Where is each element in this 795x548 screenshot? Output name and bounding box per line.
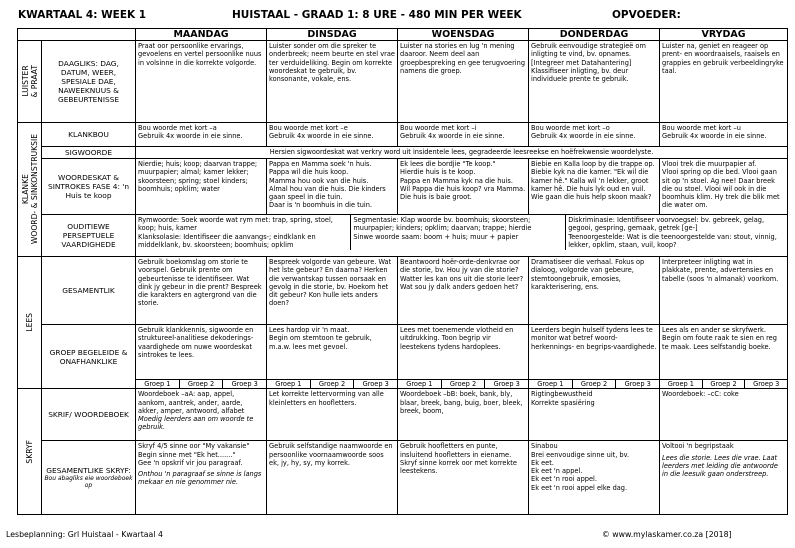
groep-fri-text: Lees als en ander se skryfwerk. Begin om foute raak te sien en reg te maak. Lees selfstandig boeke. <box>662 326 777 351</box>
group-1-label: Groep 1 <box>660 380 703 388</box>
skryf-fri-text: Voltooi 'n begripstaak <box>662 442 734 451</box>
groep-wed-groups <box>398 379 528 388</box>
woordeskat-tue: Pappa en Mamma soek 'n huis. Pappa wil die huis koop. Mamma hou ook van die huis. Almal hou van die huis. Die kinders gaan speel in die tuin. Daar is 'n boomhuis in die tuin. <box>267 159 398 215</box>
groep-wed <box>398 325 529 389</box>
daagliks-mon: Praat oor persoonlike ervarings, gevoelens en vertel persoonlike nuus in volsinne in die korrekte volgorde. <box>136 41 267 123</box>
skryf-sublabel: Bou abagliks eie woordeboek op <box>44 475 133 490</box>
skrif-mon <box>136 389 267 441</box>
group-3-label: Groep 3 <box>753 380 780 388</box>
woordeskat-wed: Ek lees die bordjie "Te koop." Hierdie huis is te koop. Pappa en Mamma kyk na die huis. Wil Pappa die huis koop? vra Mamma. Die huis is baie groot. <box>398 159 529 215</box>
section-skryf: SKRYF <box>18 389 42 515</box>
daagliks-wed: Luister na stories en lug 'n mening daaroor. Neem deel aan groepbespreking en gee terugvoering namens die groep. <box>398 41 529 123</box>
ouditiewe-cell <box>136 215 788 257</box>
day-friday: VRYDAG <box>660 29 788 41</box>
row-label-groep: GROEP BEGELEIDE & ONAFHANKLIKE <box>42 325 136 389</box>
gesamentlik-mon: Gebruik boekomslag om storie te voorspel. Gebruik prente om gebeurtenisse te identifiseer. Wat dink jy gebeur in die prent? Bespreek die karakters en agtergrond van die storie. <box>136 257 267 325</box>
groep-tue-groups <box>267 379 397 388</box>
groep-thu <box>529 325 660 389</box>
groep-fri-groups <box>660 379 787 388</box>
skryf-label: GESAMENTLIKE SKRYF: <box>46 466 131 476</box>
gesamentlik-fri: Interpreteer inligting wat in plakkate, prente, advertensies en tabelle (soos 'n almanak) voorkom. <box>660 257 788 325</box>
row-label-skrif: SKRIF/ WOORDEBOEK <box>42 389 136 441</box>
group-3-label: Groep 3 <box>362 380 389 388</box>
skrif-mon-text: Woordeboek –aA: aap, appel, aankom, aantrek, ander, aarde, akker, amper, antwoord, alfabet <box>138 390 245 415</box>
skrif-tue: Let korrekte lettervorming van alle kleinletters en hoofletters. <box>267 389 398 441</box>
header <box>0 9 795 25</box>
day-monday: MAANDAG <box>136 29 267 41</box>
group-1-label: Groep 1 <box>136 380 180 388</box>
groep-thu-text: Leerders begin hulself tydens lees te monitor wat betref woord-herkennings- en begrips-vaardighede. <box>531 326 657 351</box>
row-label-daagliks: DAAGLIKS: DAG, DATUM, WEER, SPESIALE DAE, NAWEEKNUUS & GEBEURTENISSE <box>42 41 136 123</box>
row-label-klankbou: KLANKBOU <box>42 123 136 147</box>
woordeskat-fri: Vlooi trek die muurpapier af. Vlooi spring op die bed. Vlooi gaan sit op 'n stoel. Ag nee! Daar breek die ou stoel. Vlooi wil ook in die boomhuis klim. Hy trek die blik met die water om. <box>660 159 788 215</box>
day-wednesday: WOENSDAG <box>398 29 529 41</box>
group-1-label: Groep 1 <box>398 380 442 388</box>
day-tuesday: DINSDAG <box>267 29 398 41</box>
groep-thu-groups <box>529 379 659 388</box>
term-title: KWARTAAL 4: WEEK 1 <box>18 9 147 21</box>
group-3-label: Groep 3 <box>624 380 651 388</box>
ouditiewe-part3: Diskriminasie: Identifiseer voorvoegsel: bv. gebreek, gelag, gegooi, gespring, gemaak, getrek [ge-] Teenoorgestelde: Wat is die teenoorgestelde van: stout, vinnig, lekker, opklim, staan, vuil, koop? <box>568 216 777 249</box>
skrif-wed: Woordeboek –bB: boek, bank, bly, blaar, breek, bang, buig, boer, bleek, breek, boom, <box>398 389 529 441</box>
group-1-label: Groep 1 <box>267 380 311 388</box>
gesamentlik-wed: Beantwoord hoër-orde-denkvrae oor die storie, bv. Hou jy van die storie? Watter les kan ons uit die storie leer? Wat sou jy dalk anders gedoen het? <box>398 257 529 325</box>
section-lees: LEES <box>18 257 42 389</box>
group-3-label: Groep 3 <box>231 380 258 388</box>
group-2-label: Groep 2 <box>573 380 617 388</box>
daagliks-thu: Gebruik eenvoudige strategieë om inligting te vind, bv. opnames. [Integreer met Datahantering] Klassifiseer inligting, bv. deur individuele prente te gebruik. <box>529 41 660 123</box>
gesamentlik-thu: Dramatiseer die verhaal. Fokus op dialoog, volgorde van gebeure, stemtoongebruik, emosies, karakterisering, ens. <box>529 257 660 325</box>
groep-mon-text: Gebruik klankkennis, sigwoorde en struktureel-analitiese dekoderings-vaardighede om nuwe woordeskat sintrokes te lees. <box>138 326 254 359</box>
sigwoorde-text: Hersien sigwoordeskat wat verkry word uit insidentele lees, gegradeerde leesreekse en hoëfrekwensie woordelyste. <box>136 147 788 159</box>
skrif-mon-note: Moedig leerders aan om woorde te gebruik. <box>138 415 254 432</box>
skryf-mon-text: Skryf 4/5 sinne oor "My vakansie" Begin sinne met "Ek het......." Gee 'n opskrif vir jou paragraaf. <box>138 442 250 467</box>
section-luister: LUISTER & PRAAT <box>18 41 42 123</box>
skrif-fri: Woordeboek: –cC: coke <box>660 389 788 441</box>
groep-mon-groups <box>136 379 266 388</box>
klankbou-tue: Bou woorde met kort –e Gebruik 4x woorde in eie sinne. <box>267 123 398 147</box>
subject-title: HUISTAAL - GRAAD 1: 8 URE - 480 MIN PER WEEK <box>232 9 522 21</box>
skrif-thu: Rigtingbewustheid Korrekte spasiëring <box>529 389 660 441</box>
groep-tue-text: Lees hardop vir 'n maat. Begin om stemtoon te gebruik, m.a.w. lees met gevoel. <box>269 326 372 351</box>
skryf-fri <box>660 441 788 515</box>
daagliks-fri: Luister na, geniet en reageer op prent- en woordraaisels, raaisels en grappies en gebruik verbeeldingryke taal. <box>660 41 788 123</box>
woordeskat-mon: Nierdie; huis; koop; daarvan trappe; muurpapier; almal; kamer lekker; skoorsteen; spring; stoel kinders; boomhuis; opklim; water <box>136 159 267 215</box>
klankbou-mon: Bou woorde met kort –a Gebruik 4x woorde in eie sinne. <box>136 123 267 147</box>
group-2-label: Groep 2 <box>442 380 486 388</box>
skryf-mon-note: Onthou 'n paragraaf se sinne is langs mekaar en nie genommer nie. <box>138 470 262 487</box>
woordeskat-thu: Biebie en Kalla loop by die trappe op. Biebie kyk na die kamer. "Ek wil die kamer hê." Kalla wil 'n lekker, groot kamer hê. Die huis lyk oud en vuil. Wie gaan die huis help skoon maak? <box>529 159 660 215</box>
ouditiewe-inner <box>136 215 787 250</box>
row-label-ouditiewe: OUDITIEWE PERSEPTUELE VAARDIGHEDE <box>42 215 136 257</box>
row-label-woordeskat: WOORDESKAT & SINTROKES FASE 4: 'n Huis te koop <box>42 159 136 215</box>
group-3-label: Groep 3 <box>493 380 520 388</box>
day-thursday: DONDERDAG <box>529 29 660 41</box>
skryf-fri-note: Lees die storie. Lees die vrae. Laat leerders met leiding die antwoorde in die leesuik gaan onderstreep. <box>662 453 778 479</box>
klankbou-thu: Bou woorde met kort –o Gebruik 4x woorde in eie sinne. <box>529 123 660 147</box>
lesson-plan-table <box>17 28 788 515</box>
groep-mon <box>136 325 267 389</box>
ouditiewe-part2: Segmentasie: Klap woorde bv. boomhuis; skoorsteen; muurpapier; kinders; opklim; daarvan; trappe; hierdie Sinwe woorde saam: boom + huis; muur + papier <box>351 215 566 250</box>
section-klanke: KLANKE WOORD- & SINKONSTRUKSIE <box>18 123 42 257</box>
corner-cell <box>18 29 136 41</box>
row-label-gesamentlik: GESAMENTLIK <box>42 257 136 325</box>
skryf-thu: Sinabou Brei eenvoudige sinne uit, bv. Ek eet. Ek eet 'n appel. Ek eet 'n rooi appel. Ek eet 'n rooi appel elke dag. <box>529 441 660 515</box>
skryf-tue: Gebruik selfstandige naamwoorde en persoonlike voornaamwoorde soos ek, jy, hy, sy, my korrek. <box>267 441 398 515</box>
footer-right: © www.mylaskamer.co.za [2018] <box>602 530 732 539</box>
groep-wed-text: Lees met toenemende vlotheid en uitdrukking. Toon begrip vir leestekens tydens hardoplees. <box>400 326 514 351</box>
groep-fri <box>660 325 788 389</box>
klankbou-wed: Bou woorde met kort –i Gebruik 4x woorde in eie sinne. <box>398 123 529 147</box>
row-label-sigwoorde: SIGWOORDE <box>42 147 136 159</box>
skryf-mon <box>136 441 267 515</box>
gesamentlik-tue: Bespreek volgorde van gebeure. Wat het lste gebeur? En daarna? Herken die verwantskap tussen oorsaak en gevolg in die storie, bv. Hoekom het dit gebeur? Kon hulle iets anders doen? <box>267 257 398 325</box>
groep-tue <box>267 325 398 389</box>
ouditiewe-part1: Rymwoorde: Soek woorde wat rym met: trap, spring, stoel, koop; huis, kamer Klanksolasie: Identifiseer die aanvangs-; eindklank en middelklank, bv. skoorsteen; boomhuis; opklim <box>136 215 351 250</box>
row-label-skryf <box>42 441 136 515</box>
group-1-label: Groep 1 <box>529 380 573 388</box>
group-2-label: Groep 2 <box>311 380 355 388</box>
daagliks-tue: Luister sonder om die spreker te onderbreek; neem beurte en stel vrae ter verduideliking. Begin om korrekte woordeskat te gebruik, bv. konsonante, vokale, ens. <box>267 41 398 123</box>
group-2-label: Groep 2 <box>703 380 746 388</box>
skryf-wed: Gebruik hoofletters en punte, insluitend hoofletters in eiename. Skryf sinne korrek oor met korrekte leestekens. <box>398 441 529 515</box>
teacher-label: OPVOEDER: <box>612 9 681 21</box>
klankbou-fri: Bou woorde met kort –u Gebruik 4x woorde in eie sinne. <box>660 123 788 147</box>
footer-left: Lesbeplanning: Grl Huistaal - Kwartaal 4 <box>6 530 163 539</box>
group-2-label: Groep 2 <box>180 380 224 388</box>
